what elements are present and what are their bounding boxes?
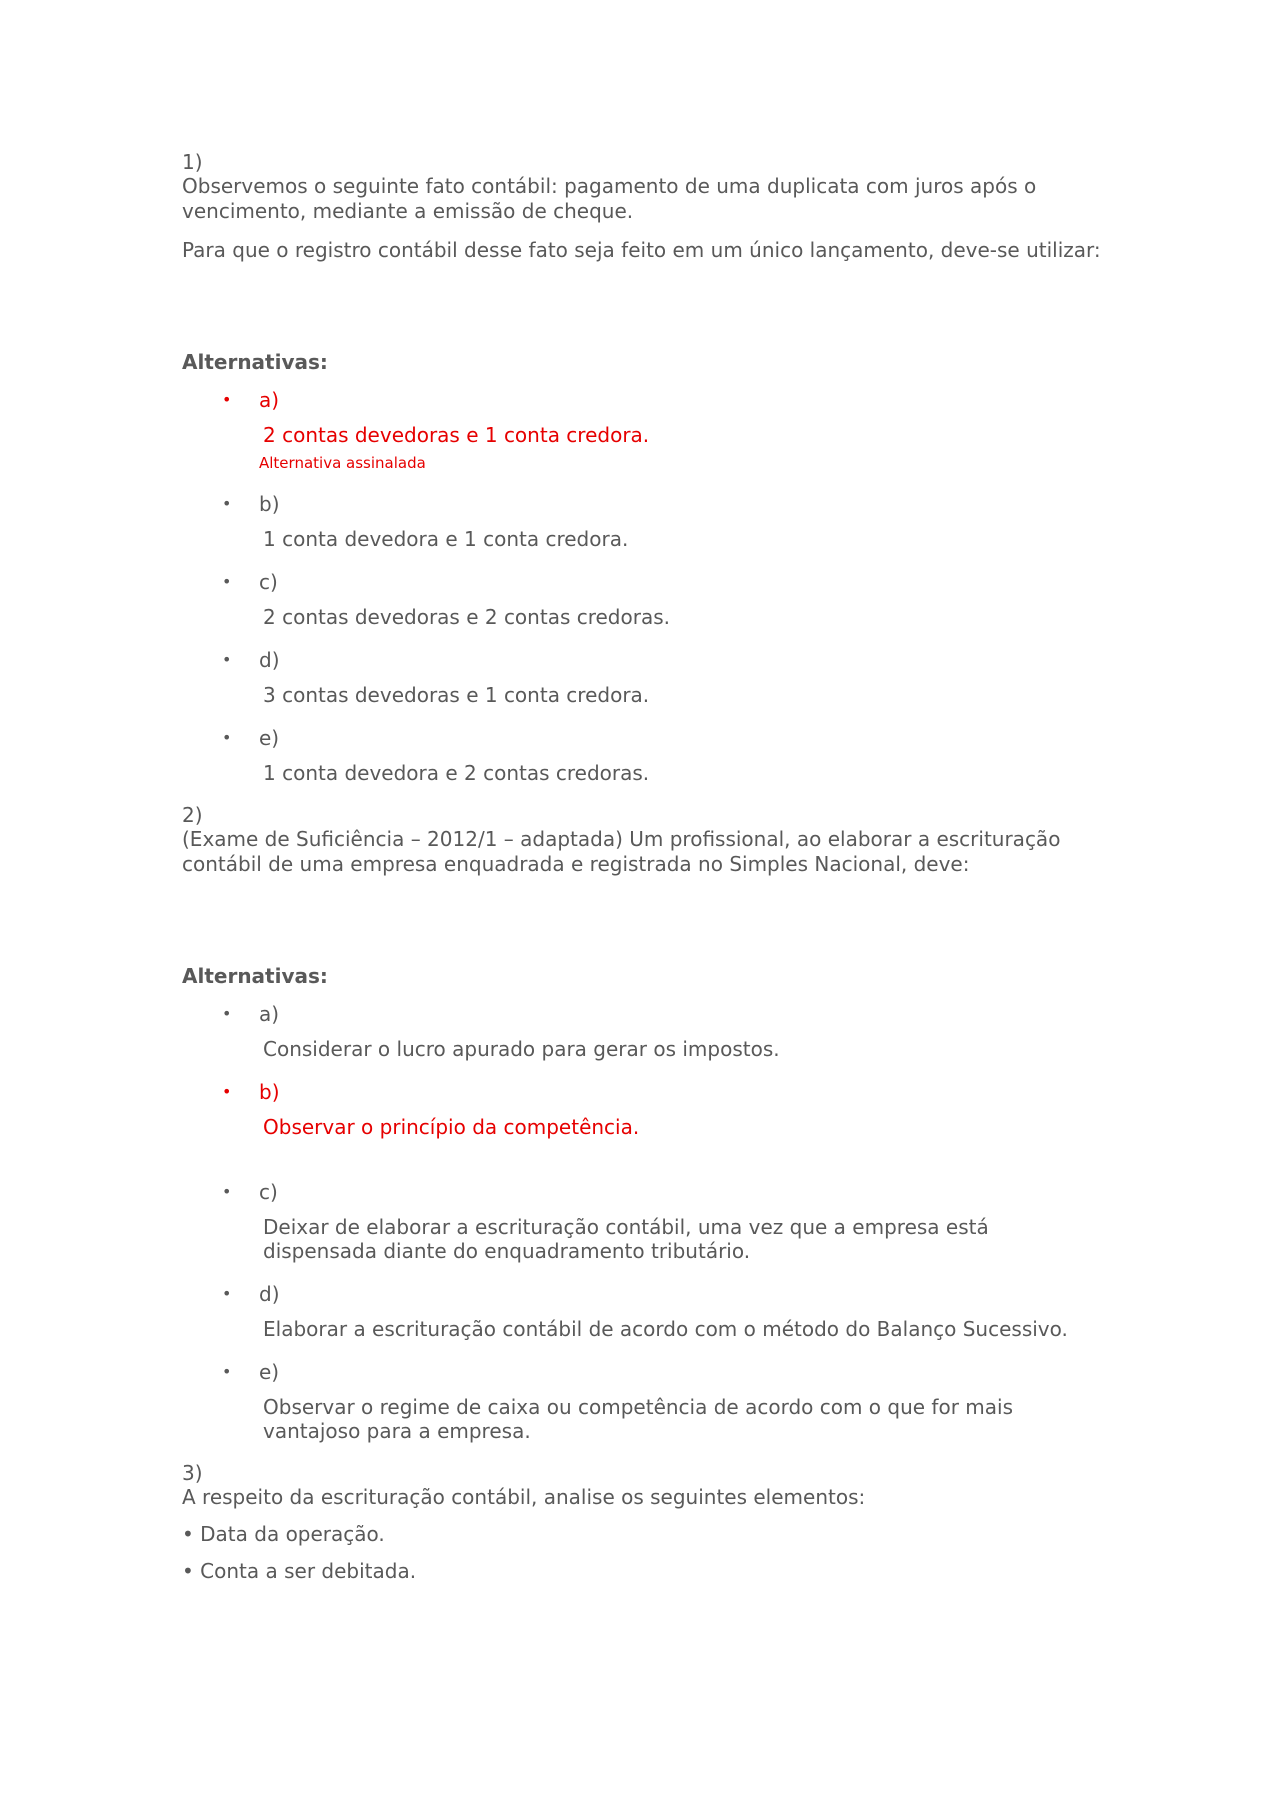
alternative-letter: d): [259, 648, 280, 672]
alternative-text: Observar o regime de caixa ou competência de acordo com o que for mais vantajoso para a empresa.: [263, 1395, 1013, 1443]
question-number: 3): [182, 1461, 203, 1485]
alternatives-list: [182, 1001, 1102, 1443]
alternative-text: 1 conta devedora e 1 conta credora.: [263, 527, 629, 551]
alternatives-heading: Alternativas:: [182, 350, 328, 374]
document-page: [182, 150, 1102, 1584]
alternative-letter: b): [259, 492, 280, 516]
question-number: 2): [182, 803, 203, 827]
alternative-text: Observar o princípio da competência.: [263, 1115, 640, 1139]
question-1: [182, 150, 1102, 785]
bullet-icon: •: [222, 494, 232, 513]
alternative-e[interactable]: [182, 725, 1102, 785]
alternative-text: Elaborar a escrituração contábil de acordo com o método do Balanço Sucessivo.: [263, 1317, 1068, 1341]
alternative-e[interactable]: [182, 1359, 1102, 1443]
bullet-icon: •: [222, 1082, 232, 1101]
alternative-text: Considerar o lucro apurado para gerar os impostos.: [263, 1037, 780, 1061]
bullet-icon: •: [222, 1362, 232, 1381]
bullet-icon: •: [222, 1284, 232, 1303]
selected-note: Alternativa assinalada: [259, 454, 426, 472]
question-text: Observemos o seguinte fato contábil: pagamento de uma duplicata com juros após o vencimento, mediante a emissão de cheque.: [182, 174, 1037, 223]
alternatives-list: [182, 387, 1102, 785]
question-text: (Exame de Suficiência – 2012/1 – adaptada) Um profissional, ao elaborar a escrituração contábil de uma empresa enquadrada e registrada no Simples Nacional, deve:: [182, 827, 1061, 876]
question-text: Para que o registro contábil desse fato seja feito em um único lançamento, deve-se utilizar:: [182, 238, 1101, 262]
question-number: 1): [182, 150, 203, 174]
alternative-text: 2 contas devedoras e 2 contas credoras.: [263, 605, 670, 629]
alternative-letter: b): [259, 1080, 280, 1104]
alternative-letter: a): [259, 388, 280, 412]
alternatives-heading: Alternativas:: [182, 964, 328, 988]
alternative-c[interactable]: [182, 569, 1102, 629]
alternative-a[interactable]: [182, 387, 1102, 473]
alternative-text: 2 contas devedoras e 1 conta credora.: [263, 423, 650, 447]
alternative-b[interactable]: [182, 1079, 1102, 1139]
alternative-letter: d): [259, 1282, 280, 1306]
bullet-icon: •: [222, 650, 232, 669]
bullet-icon: •: [222, 572, 232, 591]
bullet-icon: •: [222, 390, 232, 409]
question-text: A respeito da escrituração contábil, analise os seguintes elementos:: [182, 1485, 866, 1509]
question-3: [182, 1461, 1102, 1584]
alternative-letter: e): [259, 726, 280, 750]
alternative-text: 1 conta devedora e 2 contas credoras.: [263, 761, 650, 785]
element-item: • Conta a ser debitada.: [182, 1559, 417, 1583]
alternative-letter: e): [259, 1360, 280, 1384]
alternative-a[interactable]: [182, 1001, 1102, 1061]
alternative-letter: c): [259, 570, 278, 594]
alternative-d[interactable]: [182, 647, 1102, 707]
alternative-text: Deixar de elaborar a escrituração contábil, uma vez que a empresa está dispensada diante do enquadramento tributário.: [263, 1215, 989, 1263]
alternative-letter: c): [259, 1180, 278, 1204]
question-2: [182, 803, 1102, 1443]
alternative-d[interactable]: [182, 1281, 1102, 1341]
bullet-icon: •: [222, 1182, 232, 1201]
alternative-c[interactable]: [182, 1179, 1102, 1263]
element-item: • Data da operação.: [182, 1522, 385, 1546]
alternative-b[interactable]: [182, 491, 1102, 551]
bullet-icon: •: [222, 1004, 232, 1023]
alternative-text: 3 contas devedoras e 1 conta credora.: [263, 683, 650, 707]
alternative-letter: a): [259, 1002, 280, 1026]
bullet-icon: •: [222, 728, 232, 747]
